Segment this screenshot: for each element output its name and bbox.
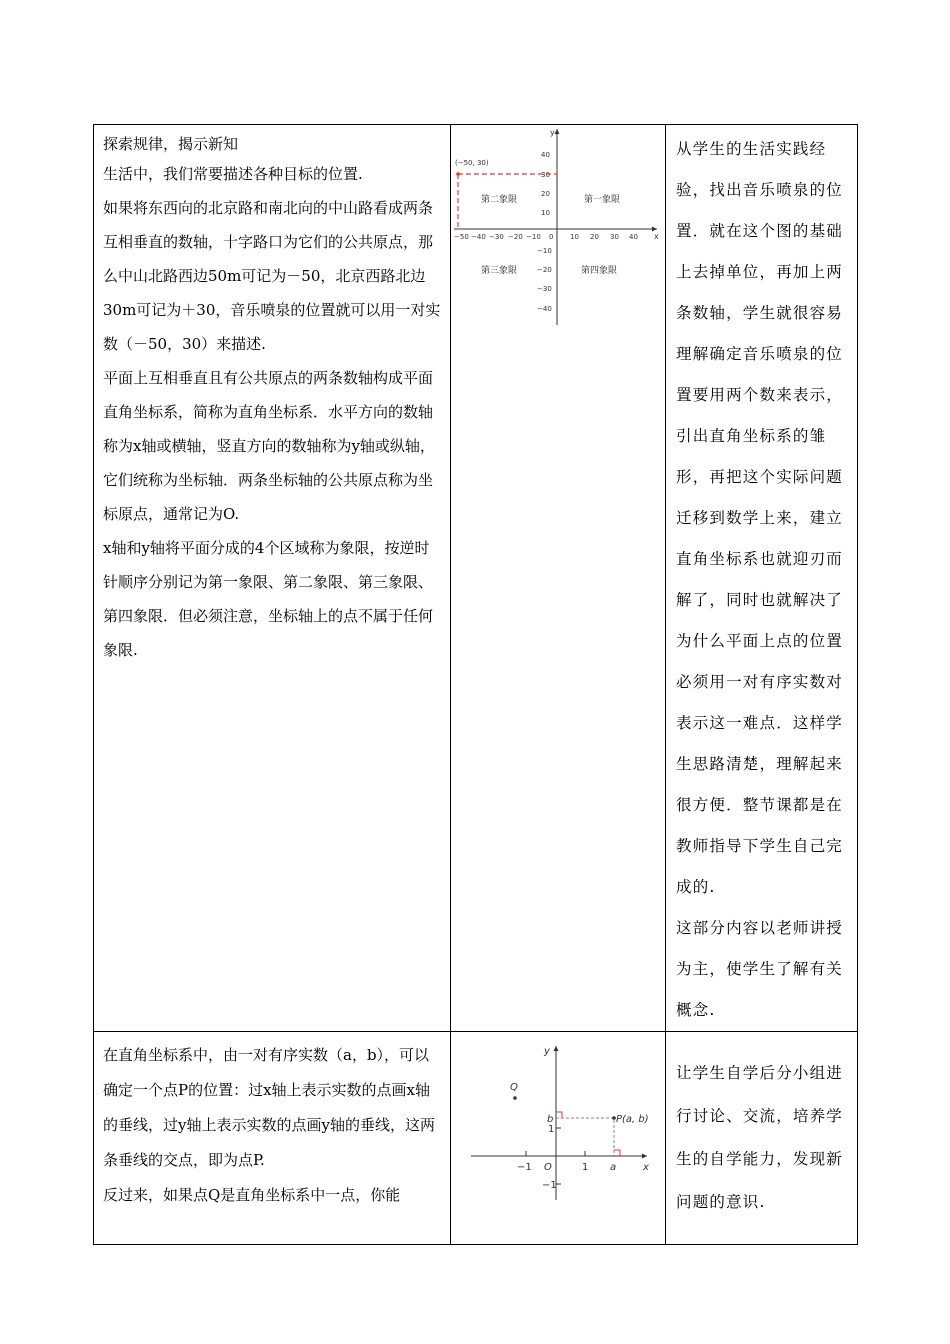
quadrant-label: 第一象限 bbox=[584, 195, 621, 205]
y-tick-label: −20 bbox=[537, 266, 552, 274]
point-q-marker bbox=[513, 1096, 517, 1100]
paragraph: 如果将东西向的北京路和南北向的中山路看成两条互相垂直的数轴，十字路口为它们的公共原点，那么中山北路西边50m可记为－50，北京西路北边30m可记为＋30，音乐喷泉的位置就可以用一对实数（－50，30）来描述. bbox=[103, 199, 441, 353]
paragraph: 反过来，如果点Q是直角坐标系中一点，你能 bbox=[103, 1186, 401, 1204]
x-tick-label: 40 bbox=[629, 233, 638, 241]
y-tick-label: 30 bbox=[541, 171, 550, 179]
y-axis-label: y bbox=[550, 128, 555, 137]
quadrant-label: 第三象限 bbox=[481, 266, 518, 276]
y-ticks bbox=[537, 151, 552, 313]
a-label: a bbox=[610, 1162, 617, 1173]
paragraph: x轴和y轴将平面分成的4个区域称为象限，按逆时针顺序分别记为第一象限、第二象限、第三象限、第四象限．但必须注意，坐标轴上的点不属于任何象限. bbox=[103, 539, 434, 659]
x-tick-label: 30 bbox=[610, 233, 619, 241]
x-tick-label: 10 bbox=[570, 233, 579, 241]
tick-label: 1 bbox=[582, 1162, 589, 1173]
table-row bbox=[94, 125, 858, 1032]
x-arrow bbox=[642, 1154, 647, 1159]
y-arrow bbox=[554, 1046, 559, 1051]
section-heading: 探索规律，揭示新知 bbox=[103, 135, 239, 153]
x-ticks bbox=[454, 233, 638, 241]
x-arrow bbox=[652, 227, 657, 232]
tick-label: 1 bbox=[548, 1124, 555, 1135]
note-cell bbox=[666, 1032, 858, 1245]
perpendicular-lines bbox=[556, 1118, 614, 1156]
paragraph: 让学生自学后分小组进行讨论、交流，培养学生的自学能力，发现新问题的意识. bbox=[676, 1064, 844, 1211]
x-axis-label: x bbox=[643, 1162, 649, 1173]
x-tick-label: −10 bbox=[526, 233, 541, 241]
x-tick-label: −30 bbox=[489, 233, 504, 241]
right-angle-mark bbox=[614, 1150, 620, 1156]
paragraph: 生活中，我们常要描述各种目标的位置. bbox=[103, 165, 363, 183]
paragraph: 在直角坐标系中，由一对有序实数（a，b），可以确定一个点P的位置：过x轴上表示实数的点画x轴的垂线，过y轴上表示实数的点画y轴的垂线，这两条垂线的交点，即为点P. bbox=[103, 1046, 435, 1169]
paragraph: 这部分内容以老师讲授为主，使学生了解有关概念. bbox=[676, 919, 844, 1019]
y-arrow bbox=[555, 129, 560, 134]
origin-label: O bbox=[544, 1162, 552, 1173]
tick-label: −1 bbox=[517, 1162, 532, 1173]
point-p-label: P(a, b) bbox=[616, 1114, 649, 1125]
b-label: b bbox=[547, 1114, 554, 1125]
paragraph: 平面上互相垂直且有公共原点的两条数轴构成平面直角坐标系，简称为直角坐标系．水平方向的数轴称为x轴或横轴，竖直方向的数轴称为y轴或纵轴，它们统称为坐标轴．两条坐标轴的公共原点称为坐标原点，通常记为O. bbox=[103, 369, 435, 523]
y-tick-label: 10 bbox=[541, 209, 550, 217]
figure-cell bbox=[451, 1032, 666, 1245]
x-tick-label: 20 bbox=[590, 233, 599, 241]
paragraph: 从学生的生活实践经验，找出音乐喷泉的位置．就在这个图的基础上去掉单位，再加上两条数轴，学生就很容易理解确定音乐喷泉的位置要用两个数来表示，引出直角坐标系的雏形，再把这个实际问题迁移到数学上来，建立直角坐标系也就迎刃而解了，同时也就解决了为什么平面上点的位置必须用一对有序实数对表示这一难点．这样学生思路清楚，理解起来很方便．整节课都是在教师指导下学生自己完成的. bbox=[676, 140, 844, 896]
tick-label: −1 bbox=[542, 1180, 557, 1191]
quadrant-label: 第四象限 bbox=[581, 266, 618, 276]
y-axis-label: y bbox=[544, 1046, 550, 1057]
right-angle-mark bbox=[556, 1112, 562, 1118]
y-tick-label: 20 bbox=[541, 190, 550, 198]
content-cell bbox=[94, 125, 451, 1032]
content-cell bbox=[94, 1032, 451, 1245]
lesson-table bbox=[93, 124, 858, 1245]
point-q-label: Q bbox=[510, 1082, 518, 1093]
quadrant-label: 第二象限 bbox=[481, 195, 518, 205]
y-tick-label: −30 bbox=[537, 285, 552, 293]
y-tick-label: −10 bbox=[537, 247, 552, 255]
point-coordinate-diagram bbox=[451, 1032, 666, 1224]
origin-label: 0 bbox=[549, 233, 554, 241]
x-tick-label: −20 bbox=[508, 233, 523, 241]
table-row bbox=[94, 1032, 858, 1245]
x-tick-label: −40 bbox=[471, 233, 486, 241]
point-label: (−50, 30) bbox=[455, 159, 489, 167]
y-tick-label: 40 bbox=[541, 151, 550, 159]
y-tick-label: −40 bbox=[537, 305, 552, 313]
note-cell bbox=[666, 125, 858, 1032]
quadrant-diagram bbox=[451, 125, 666, 345]
x-axis-label: x bbox=[654, 232, 659, 241]
point-marker bbox=[456, 172, 460, 176]
figure-cell bbox=[451, 125, 666, 1032]
x-tick-label: −50 bbox=[454, 233, 469, 241]
